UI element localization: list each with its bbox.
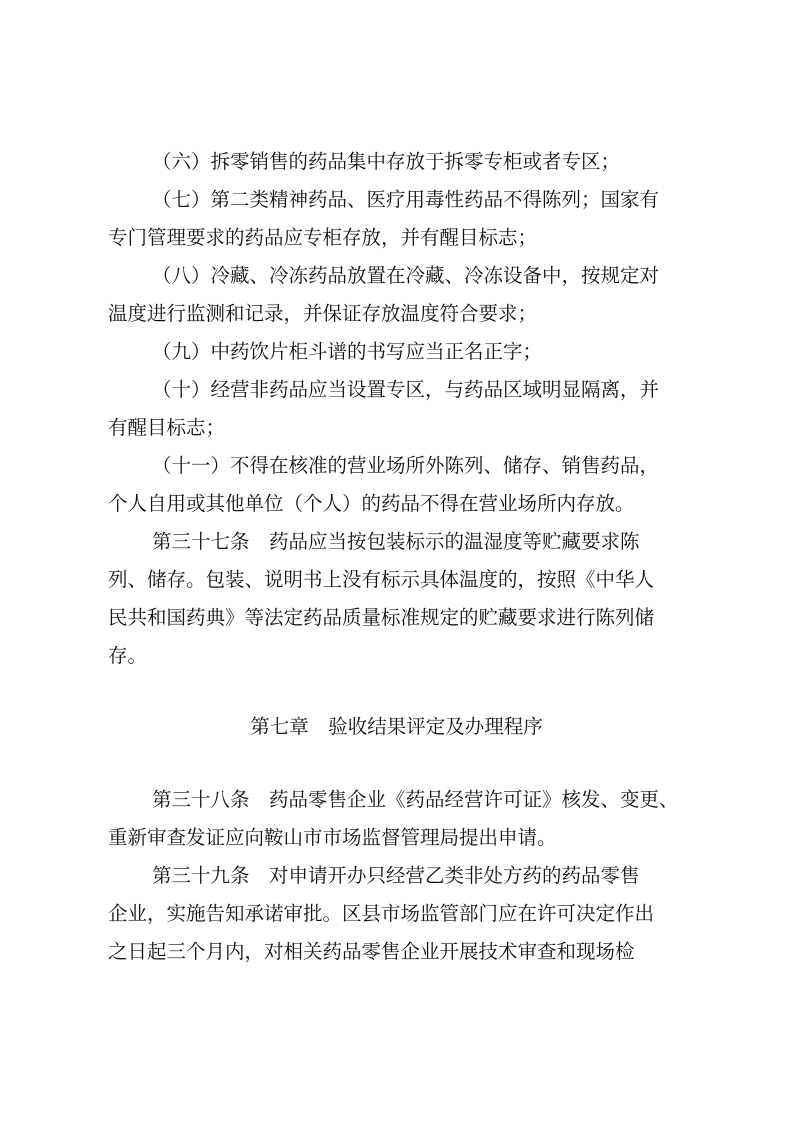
article-37-line-1: 第三十七条 药品应当按包装标示的温湿度等贮藏要求陈	[152, 530, 640, 553]
chapter-heading: 第七章 验收结果评定及办理程序	[250, 715, 543, 738]
item-8-line-1: （八）冷藏、冷冻药品放置在冷藏、冷冻设备中，按规定对	[152, 264, 660, 287]
item-10-line-2: 有醒目标志；	[108, 416, 226, 439]
item-6-line-1: （六）拆零销售的药品集中存放于拆零专柜或者专区；	[152, 150, 621, 173]
article-39-line-2: 企业，实施告知承诺审批。区县市场监管部门应在许可决定作出	[108, 902, 655, 925]
article-38-line-2: 重新审查发证应向鞍山市市场监督管理局提出申请。	[108, 826, 557, 849]
item-11-line-2: 个人自用或其他单位（个人）的药品不得在营业场所内存放。	[108, 492, 635, 515]
item-8-line-2: 温度进行监测和记录，并保证存放温度符合要求；	[108, 302, 538, 325]
article-37-line-4: 存。	[108, 644, 148, 667]
article-39-line-1: 第三十九条 对申请开办只经营乙类非处方药的药品零售	[152, 864, 640, 887]
item-7-line-1: （七）第二类精神药品、医疗用毒性药品不得陈列；国家有	[152, 188, 660, 211]
article-37-line-3: 民共和国药典》等法定药品质量标准规定的贮藏要求进行陈列储	[108, 606, 655, 629]
article-38-line-1: 第三十八条 药品零售企业《药品经营许可证》核发、变更、	[152, 788, 679, 811]
item-11-line-1: （十一）不得在核准的营业场所外陈列、储存、销售药品，	[152, 454, 660, 477]
item-10-line-1: （十）经营非药品应当设置专区，与药品区域明显隔离，并	[152, 378, 660, 401]
item-9-line-1: （九）中药饮片柜斗谱的书写应当正名正字；	[152, 340, 543, 363]
article-39-line-3: 之日起三个月内，对相关药品零售企业开展技术审查和现场检	[108, 940, 635, 963]
article-37-line-2: 列、储存。包装、说明书上没有标示具体温度的，按照《中华人	[108, 568, 655, 591]
item-7-line-2: 专门管理要求的药品应专柜存放，并有醒目标志；	[108, 226, 538, 249]
